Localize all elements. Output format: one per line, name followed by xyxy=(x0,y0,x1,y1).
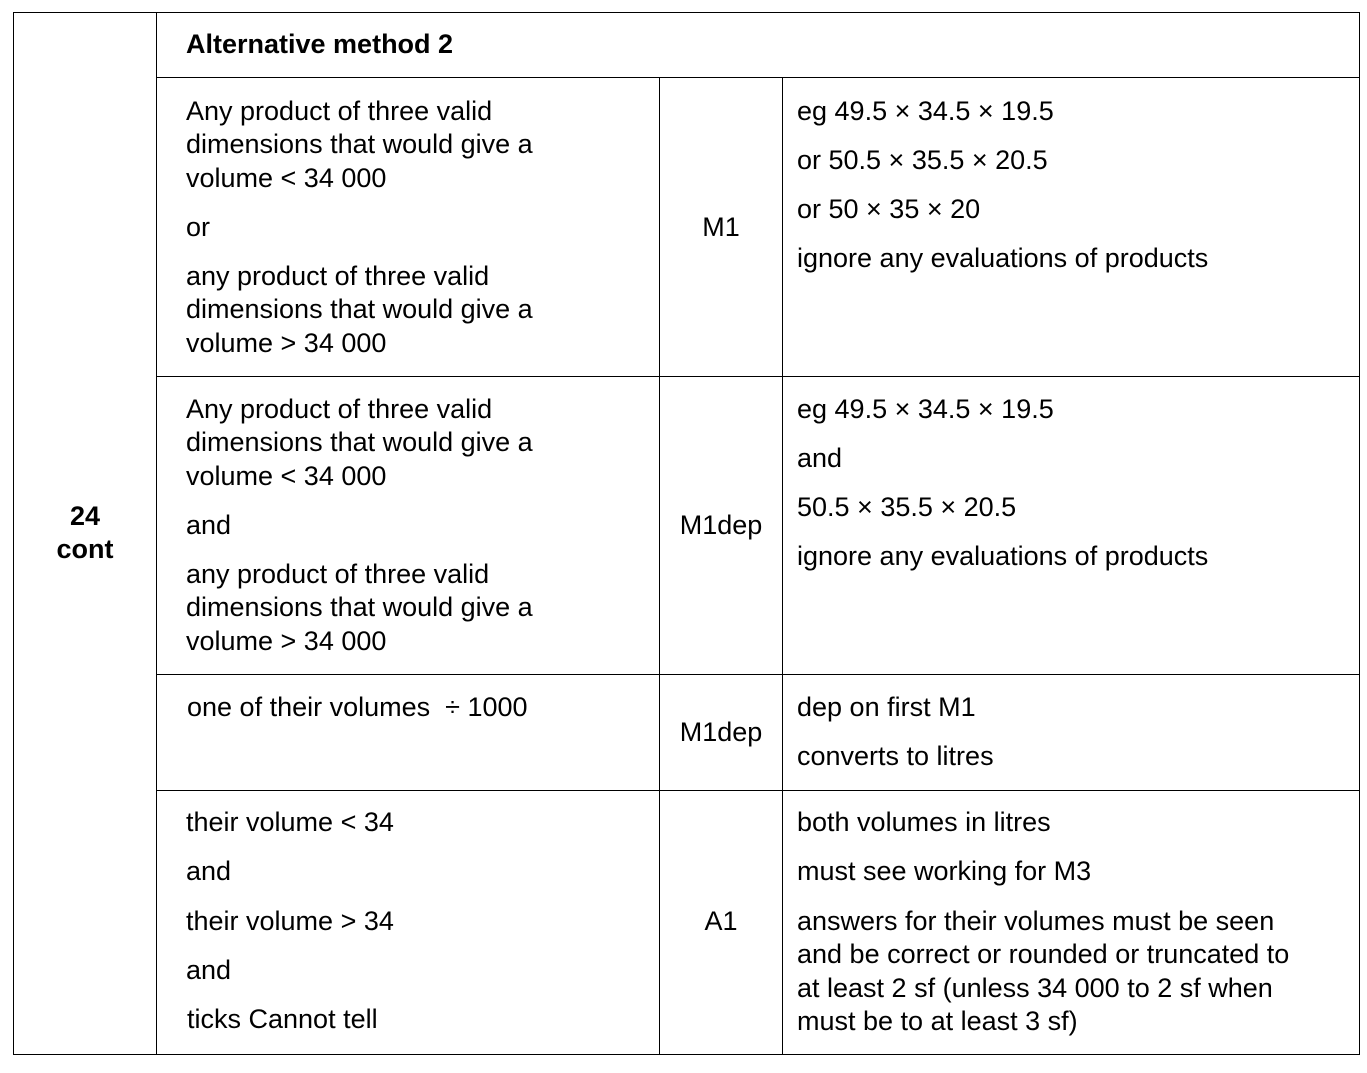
row2-answer-line4: any product of three valid xyxy=(186,559,490,589)
row1-comment-2: or 50.5 × 35.5 × 20.5 xyxy=(797,145,1048,175)
row1-answer-line3: volume < 34 000 xyxy=(186,163,387,193)
divider-mark-column xyxy=(782,77,783,1055)
row4-comment-2: must see working for M3 xyxy=(797,856,1092,886)
row3-comment-1: dep on first M1 xyxy=(797,692,976,722)
row4-answer-line2: and xyxy=(186,856,232,886)
row1-comment-3: or 50 × 35 × 20 xyxy=(797,194,981,224)
row2-comment-2: and xyxy=(797,443,843,473)
row1-mark: M1 xyxy=(702,212,740,242)
row2-answer-line5: dimensions that would give a xyxy=(186,592,533,622)
row4-comment-6: must be to at least 3 sf) xyxy=(797,1006,1078,1036)
row4-answer-line4: and xyxy=(186,955,232,985)
row4-comment-4: and be correct or rounded or truncated to xyxy=(797,939,1290,969)
row2-answer-line2: dimensions that would give a xyxy=(186,427,533,457)
row4-answer-line3: their volume > 34 xyxy=(186,906,394,936)
divider-question-column xyxy=(156,12,157,1055)
row4-comment-1: both volumes in litres xyxy=(797,807,1051,837)
question-continued: cont xyxy=(56,534,114,564)
row3-answer-line1: one of their volumes ÷ 1000 xyxy=(187,692,528,722)
row2-mark: M1dep xyxy=(679,510,763,540)
border-right xyxy=(1359,12,1360,1055)
row2-answer-line6: volume > 34 000 xyxy=(186,626,387,656)
row4-answer-line5: ticks Cannot tell xyxy=(187,1004,378,1034)
row1-answer-connector: or xyxy=(186,212,211,242)
row2-answer-connector: and xyxy=(186,510,232,540)
row4-mark: A1 xyxy=(704,906,738,936)
question-number: 24 xyxy=(69,501,101,531)
divider-row-2 xyxy=(156,674,1360,675)
border-top xyxy=(13,12,1360,13)
divider-title xyxy=(156,77,1360,78)
row2-answer-line3: volume < 34 000 xyxy=(186,461,387,491)
row1-answer-line6: volume > 34 000 xyxy=(186,328,387,358)
row4-comment-3: answers for their volumes must be seen xyxy=(797,906,1275,936)
row1-answer-line4: any product of three valid xyxy=(186,261,490,291)
divider-row-1 xyxy=(156,376,1360,377)
row1-answer-line2: dimensions that would give a xyxy=(186,129,533,159)
border-bottom xyxy=(13,1054,1360,1055)
row4-answer-line1: their volume < 34 xyxy=(186,807,394,837)
row1-answer-line5: dimensions that would give a xyxy=(186,294,533,324)
row2-comment-3: 50.5 × 35.5 × 20.5 xyxy=(797,492,1017,522)
row4-comment-5: at least 2 sf (unless 34 000 to 2 sf when xyxy=(797,973,1273,1003)
row1-answer-line1: Any product of three valid xyxy=(186,96,493,126)
method-title: Alternative method 2 xyxy=(186,29,454,59)
row2-comment-1: eg 49.5 × 34.5 × 19.5 xyxy=(797,394,1054,424)
row2-comment-4: ignore any evaluations of products xyxy=(797,541,1209,571)
row1-comment-1: eg 49.5 × 34.5 × 19.5 xyxy=(797,96,1054,126)
divider-row-3 xyxy=(156,790,1360,791)
row2-answer-line1: Any product of three valid xyxy=(186,394,493,424)
row3-mark: M1dep xyxy=(679,717,763,747)
row1-comment-4: ignore any evaluations of products xyxy=(797,243,1209,273)
row3-comment-2: converts to litres xyxy=(797,741,994,771)
